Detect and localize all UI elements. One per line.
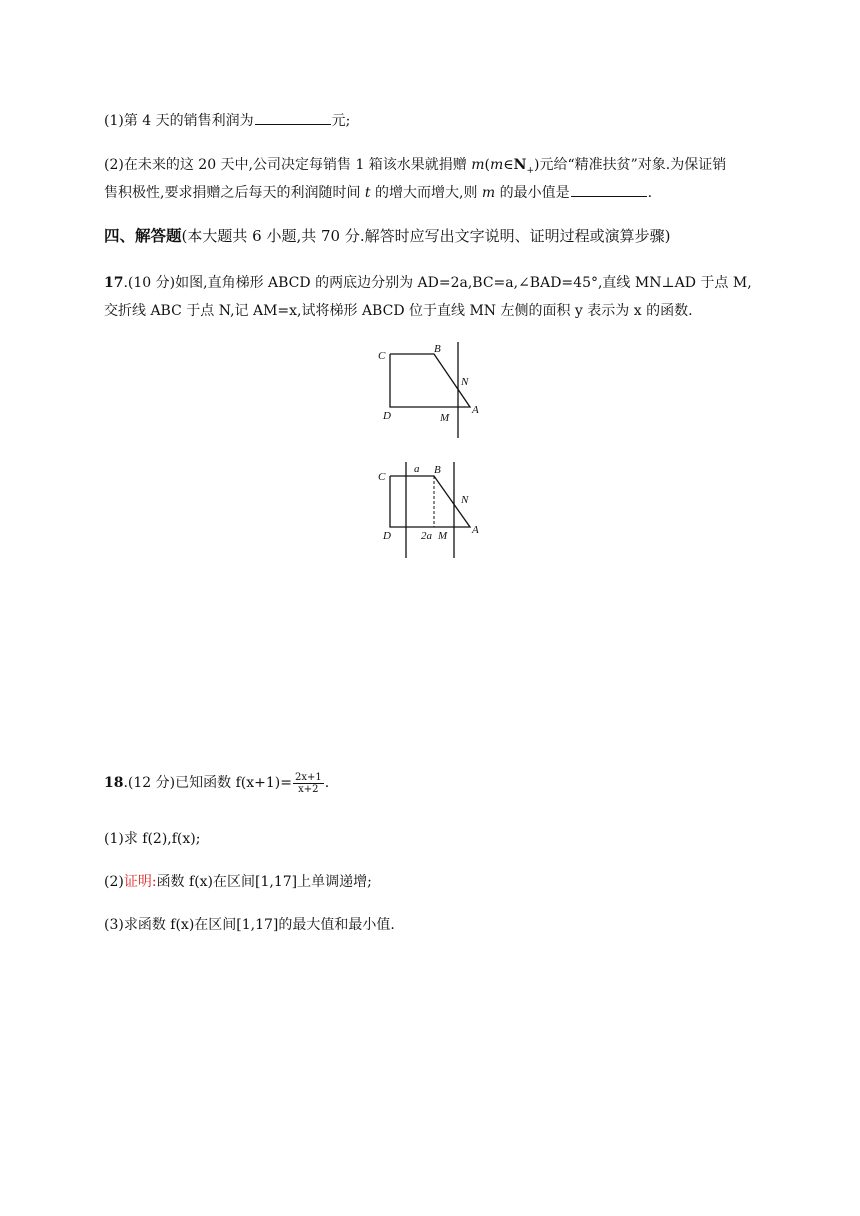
q16-part2-line2-b: 的增大而增大,则	[370, 185, 482, 201]
label-a: A	[472, 404, 479, 416]
label-d: D	[383, 530, 391, 542]
q16-part2-text-a: (2)在未来的这 20 天中,公司决定每销售 1 箱该水果就捐赠	[104, 157, 472, 173]
label-a: A	[472, 524, 479, 536]
label-a-length: a	[414, 463, 420, 475]
q18-part2	[104, 872, 372, 892]
q17-line1	[104, 273, 752, 293]
label-b: B	[434, 464, 441, 476]
q18-stem	[104, 770, 329, 796]
trapezoid-figure-1	[372, 340, 492, 440]
period: .	[647, 185, 653, 201]
section-note: (本大题共 6 小题,共 70 分.解答时应写出文字说明、证明过程或演算步骤)	[181, 227, 671, 245]
plus-subscript: +	[526, 165, 535, 176]
natural-numbers: N	[513, 157, 527, 173]
q16-part2-line2-a: 售积极性,要求捐赠之后每天的利润随时间	[104, 185, 365, 201]
part-label: (2)	[104, 874, 124, 890]
trapezoid-outline	[390, 476, 470, 527]
q16-part2-line1	[104, 155, 726, 181]
fraction-denominator: x+2	[298, 783, 319, 795]
trapezoid-figure-2	[372, 458, 492, 562]
period: .	[324, 775, 330, 791]
label-c: C	[378, 350, 386, 362]
q18-part2-text: 函数 f(x)在区间[1,17]上单调递增;	[156, 874, 372, 890]
answer-blank	[255, 110, 331, 125]
proof-label: 证明:	[123, 874, 157, 890]
q18-stem-text: .(12 分)已知函数 f(x+1)=	[123, 775, 292, 791]
var-m: m	[481, 185, 496, 201]
q16-part1	[104, 110, 350, 131]
q17-text2: 交折线 ABC 于点 N,记 AM=x,试将梯形 ABCD 位于直线 MN 左侧的面积 y 表示为 x 的函数.	[104, 303, 693, 319]
q16-part1-end: 元;	[331, 113, 351, 129]
fraction-numerator: 2x+1	[294, 771, 322, 783]
label-d: D	[383, 410, 391, 422]
label-m: M	[438, 530, 448, 542]
element-of: ∈	[503, 157, 514, 173]
section-heading	[104, 226, 670, 246]
label-2a: 2a	[421, 530, 432, 542]
label-n: N	[461, 494, 469, 506]
section-title: 四、解答题	[104, 227, 182, 245]
q16-part2-line2	[104, 182, 652, 203]
answer-blank	[571, 182, 647, 197]
var-t: t	[364, 185, 371, 201]
q18-part1-text: (1)求 f(2),f(x);	[104, 831, 201, 847]
label-c: C	[378, 471, 386, 483]
q18-part3	[104, 915, 395, 935]
label-m: M	[440, 412, 450, 424]
var-m: m	[471, 157, 485, 173]
q16-part2-line2-c: 的最小值是	[495, 185, 570, 201]
q18-part1	[104, 829, 200, 849]
question-number: 17	[104, 275, 124, 291]
var-m: m	[490, 157, 504, 173]
question-number: 18	[104, 775, 124, 791]
q18-part3-text: (3)求函数 f(x)在区间[1,17]的最大值和最小值.	[104, 917, 395, 933]
label-n: N	[461, 376, 469, 388]
q16-part2-text-d: )元给“精准扶贫”对象.为保证销	[534, 157, 727, 173]
fraction	[293, 772, 324, 795]
paren: (	[484, 157, 491, 173]
q17-text1: .(10 分)如图,直角梯形 ABCD 的两底边分别为 AD=2a,BC=a,∠BAD=45°,直线 MN⊥AD 于点 M,	[123, 275, 752, 291]
q17-line2	[104, 301, 693, 321]
q16-part1-text: (1)第 4 天的销售利润为	[104, 113, 254, 129]
label-b: B	[434, 343, 441, 355]
